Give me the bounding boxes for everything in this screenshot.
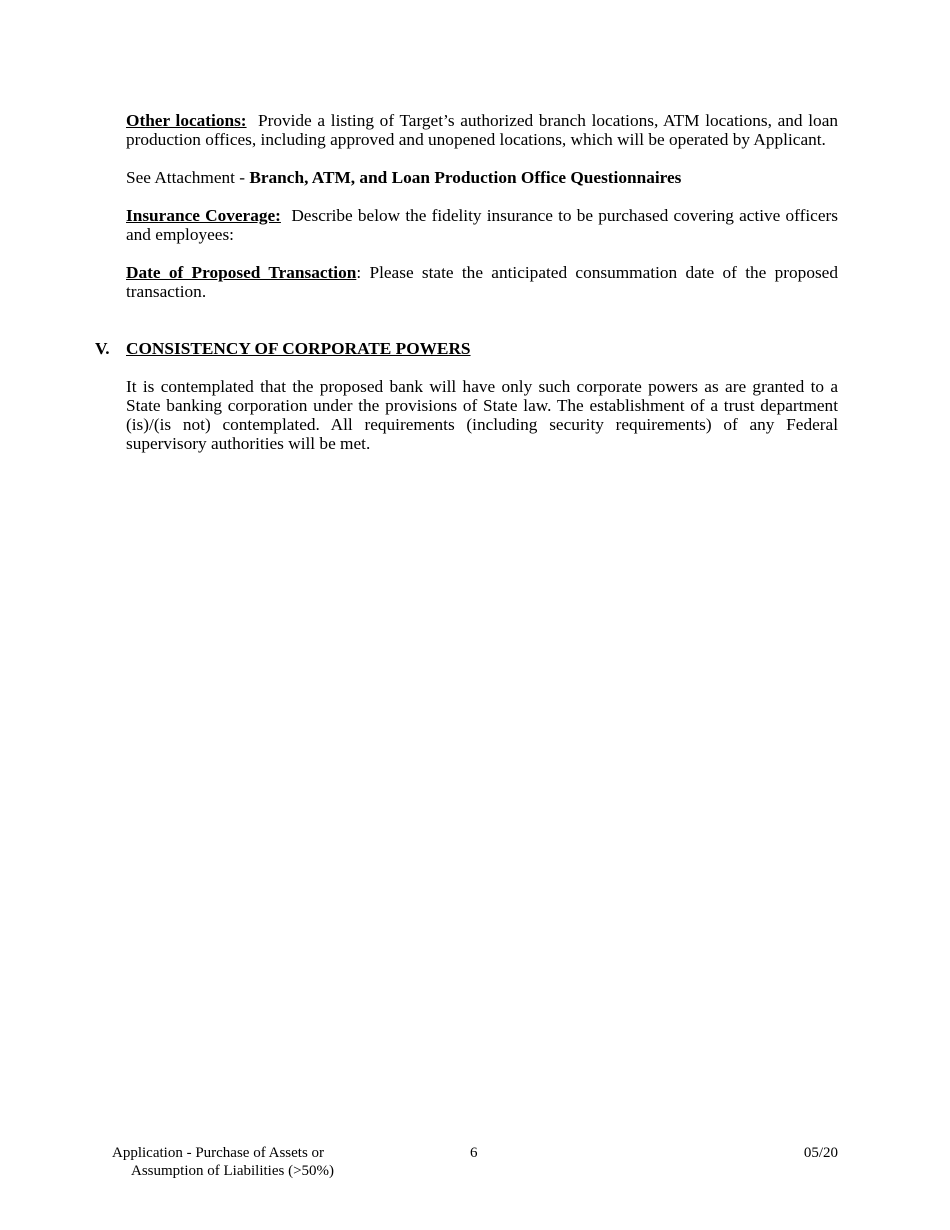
- insurance-paragraph: [126, 206, 838, 244]
- section-v-heading: [95, 339, 838, 358]
- date-transaction-text: : Please state the anticipated consummation date of the proposed transaction.: [126, 263, 838, 301]
- attachment-paragraph: [126, 168, 838, 187]
- attachment-title: Branch, ATM, and Loan Production Office Questionnaires: [249, 168, 682, 187]
- insurance-label: Insurance Coverage:: [126, 206, 281, 225]
- footer-title-line2: Assumption of Liabilities (>50%): [131, 1163, 335, 1179]
- date-transaction-label: Date of Proposed Transaction: [126, 263, 357, 282]
- date-transaction-paragraph: [126, 263, 838, 301]
- footer-date: 05/20: [803, 1145, 838, 1161]
- other-locations-label: Other locations:: [126, 111, 247, 130]
- other-locations-text: Provide a listing of Target’s authorized branch locations, ATM locations, and loan production offices, including approved and unopened locations, which will be operated by Applicant.: [126, 111, 838, 149]
- attachment-prefix: See Attachment -: [126, 168, 250, 187]
- section-v-number: V.: [95, 339, 110, 358]
- footer-title-line1: Application - Purchase of Assets or: [112, 1145, 325, 1161]
- document-body: [95, 111, 838, 453]
- insurance-text: Describe below the fidelity insurance to be purchased covering active officers and employees:: [126, 206, 838, 244]
- section-v-title: CONSISTENCY OF CORPORATE POWERS: [126, 339, 471, 358]
- section-v-body: It is contemplated that the proposed bank will have only such corporate powers as are granted to a State banking corporation under the provisions of State law. The establishment of a trust department (is)/(is not) contemplated. All requirements (including security requirements) of any Federal supervisory authorities will be met.: [126, 377, 838, 453]
- footer-form-title: [112, 1144, 334, 1180]
- other-locations-paragraph: [126, 111, 838, 149]
- footer-page-number: 6: [470, 1145, 478, 1161]
